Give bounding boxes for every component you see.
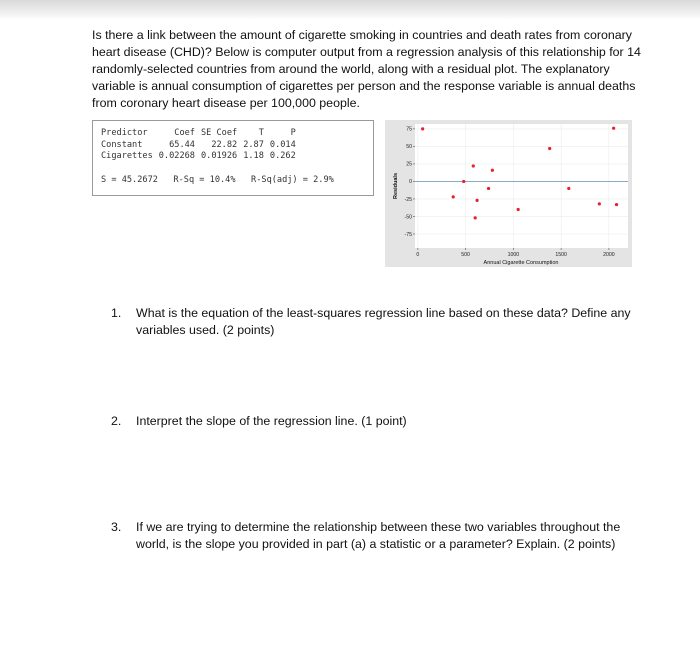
x-tick-label: 1000: [507, 252, 520, 258]
plot-area: [415, 124, 628, 248]
y-axis-label: Residuals: [393, 173, 399, 199]
residual-point: [462, 180, 465, 183]
window-top-shadow: [0, 0, 700, 20]
y-tick-label: -25: [404, 196, 412, 203]
question-text: What is the equation of the least-squares regression line based on these data? Define any variables used. (2 points): [136, 306, 631, 337]
header-coef: Coef: [174, 128, 195, 138]
regression-row-cigarettes: [101, 151, 296, 163]
residual-point: [567, 187, 570, 190]
cell-t: 2.87: [243, 139, 264, 150]
residual-point: [474, 216, 477, 219]
x-tick-label: 2000: [603, 252, 615, 258]
residual-point: [487, 187, 490, 190]
intro-paragraph: Is there a link between the amount of cigarette smoking in countries and death rates from coronary heart disease (CHD)? Below is computer output from a regression analysis of this relationship for 14 randomly-selected countries from around the world, along with a residual plot. The explanatory variable is annual consumption of cigarettes per person and the response variable is annual deaths from coronary heart disease per 100,000 people.: [92, 28, 641, 110]
question-text: Interpret the slope of the regression line. (1 point): [136, 414, 407, 428]
x-tick-label: 0: [416, 252, 420, 258]
question-3: [111, 519, 636, 553]
residual-point: [472, 164, 475, 167]
header-p: P: [290, 128, 296, 138]
residual-point: [615, 203, 618, 206]
question-2: [111, 413, 636, 430]
regression-header-row: [101, 128, 296, 140]
cell-t: 1.18: [243, 151, 264, 161]
regression-output-box: [92, 120, 374, 196]
cell-se-coef: 0.01926: [200, 151, 238, 161]
y-tick-label: -75: [404, 231, 412, 238]
question-number: 3.: [111, 520, 122, 534]
y-tick-label: 50: [406, 144, 412, 151]
cell-coef: 0.02268: [158, 151, 195, 161]
residual-point: [598, 202, 601, 205]
header-se-coef: SE Coef: [200, 128, 238, 138]
x-tick-label: 1500: [555, 252, 567, 258]
y-tick-label: -50: [404, 214, 412, 221]
x-axis-label: Annual Cigarette Consumption: [483, 260, 559, 266]
regression-table: [101, 128, 296, 163]
residual-point: [452, 195, 455, 198]
y-tick-label: 0: [409, 179, 412, 186]
regression-summary: S = 45.2672 R-Sq = 10.4% R-Sq(adj) = 2.9%: [101, 175, 334, 185]
y-tick-label: 75: [406, 126, 412, 133]
residual-point: [421, 127, 424, 130]
cell-coef: 65.44: [169, 139, 195, 150]
question-1: [111, 305, 636, 339]
residual-point: [612, 127, 615, 130]
residual-point: [548, 147, 551, 150]
regression-row-constant: [101, 140, 296, 152]
cell-se-coef: 22.82: [211, 139, 238, 150]
residual-plot-svg: [385, 120, 632, 267]
residual-point: [475, 199, 478, 202]
question-text: If we are trying to determine the relationship between these two variables throughout the world, is the slope you provided in part (a) a statistic or a parameter? Explain. (2 points): [136, 520, 621, 551]
residual-point: [517, 208, 520, 211]
question-number: 2.: [111, 414, 122, 428]
cell-predictor: Constant: [101, 139, 143, 150]
cell-p: 0.014: [269, 139, 296, 150]
y-tick-label: 25: [406, 161, 412, 168]
x-tick-label: 500: [461, 252, 470, 258]
cell-predictor: Cigarettes: [101, 151, 153, 161]
header-t: T: [258, 128, 264, 138]
residual-point: [491, 169, 494, 172]
header-predictor: Predictor: [101, 128, 148, 138]
residual-plot: [385, 120, 632, 267]
question-number: 1.: [111, 306, 122, 320]
cell-p: 0.262: [269, 151, 296, 161]
